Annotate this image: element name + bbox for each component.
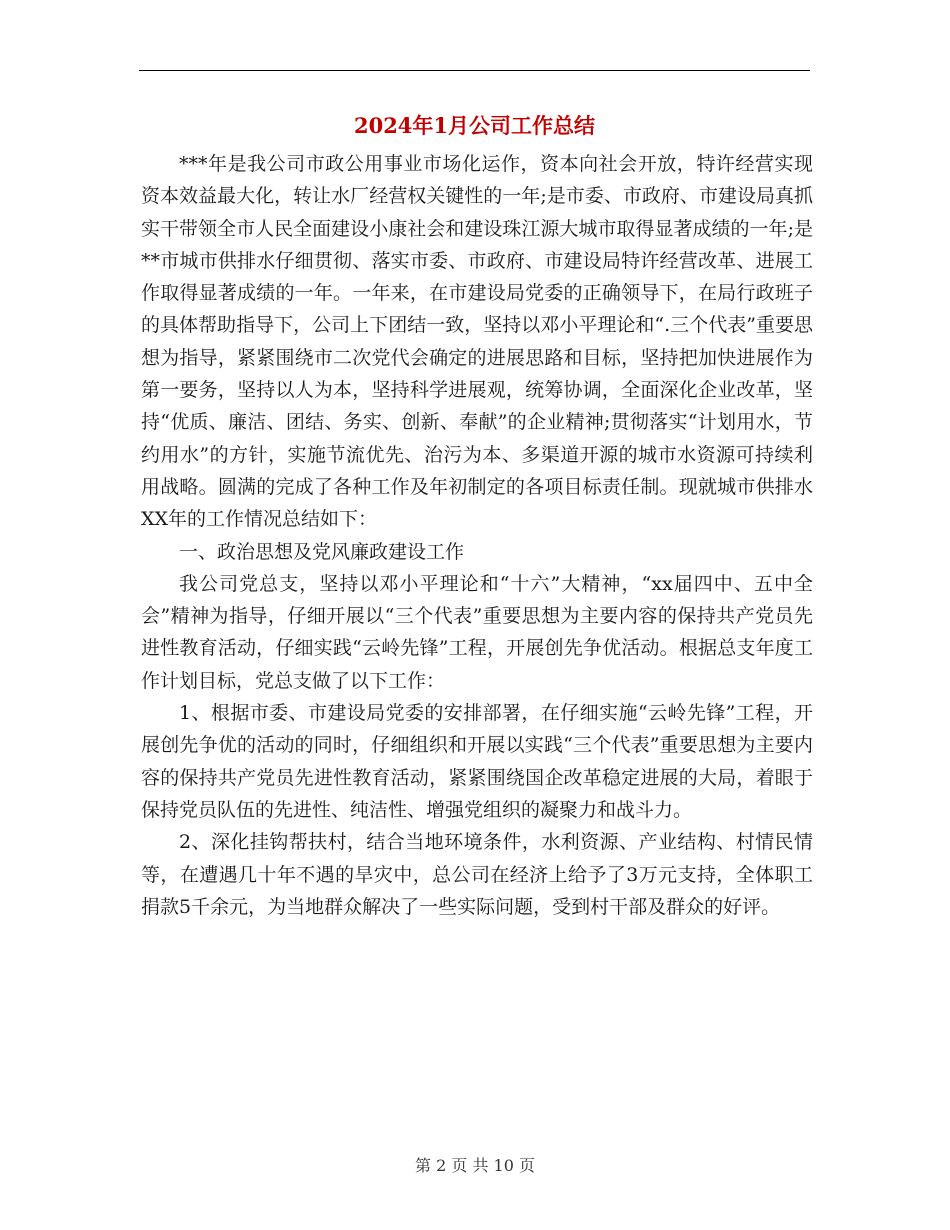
item-2-paragraph: 2、深化挂钩帮扶村，结合当地环境条件，水利资源、产业结构、村情民情等，在遭遇几十年不遇的旱灾中，总公司在经济上给予了3万元支持，全体职工捐款5千余元，为当地群众解决了一些实际问题，受到村干部及群众的好评。 <box>141 831 813 918</box>
item-1-paragraph: 1、根据市委、市建设局党委的安排部署，在仔细实施“云岭先锋”工程，开展创先争优的活动的同时，仔细组织和开展以实践“三个代表”重要思想为主要内容的保持共产党员先进性教育活动，紧紧围绕国企改革稳定进展的大局，着眼于保持党员队伍的先进性、纯洁性、增强党组织的凝聚力和战斗力。 <box>141 702 813 821</box>
header-rule <box>139 70 810 71</box>
section-heading: 一、政治思想及党风廉政建设工作 <box>179 540 465 563</box>
page-number-footer: 第 2 页 共 10 页 <box>415 1156 535 1175</box>
document-title: 2024年1月公司工作总结 <box>353 113 596 138</box>
party-branch-paragraph: 我公司党总支，坚持以邓小平理论和“十六”大精神，“xx届四中、五中全会”精神为指导，仔细开展以“三个代表”重要思想为主要内容的保持共产党员先进性教育活动，仔细实践“云岭先锋”工程，开展创先争优活动。根据总支年度工作计划目标，党总支做了以下工作： <box>141 572 813 692</box>
document-body <box>141 148 813 923</box>
intro-paragraph: ***年是我公司市政公用事业市场化运作，资本向社会开放，特许经营实现资本效益最大化，转让水厂经营权关键性的一年;是市委、市政府、市建设局真抓实干带领全市人民全面建设小康社会和建设珠江源大城市取得显著成绩的一年;是**市城市供排水仔细贯彻、落实市委、市政府、市建设局特许经营改革、进展工作取得显著成绩的一年。一年来，在市建设局党委的正确领导下，在局行政班子的具体帮助指导下，公司上下团结一致，坚持以邓小平理论和“.三个代表”重要思想为指导，紧紧围绕市二次党代会确定的进展思路和目标，坚持把加快进展作为第一要务，坚持以人为本，坚持科学进展观，统筹协调，全面深化企业改革，坚持“优质、廉洁、团结、务实、创新、奉献”的企业精神;贯彻落实“计划用水，节约用水”的方针，实施节流优先、治污为本、多渠道开源的城市水资源可持续利用战略。圆满的完成了各种工作及年初制定的各项目标责任制。现就城市供排水XX年的工作情况总结如下： <box>141 153 813 531</box>
